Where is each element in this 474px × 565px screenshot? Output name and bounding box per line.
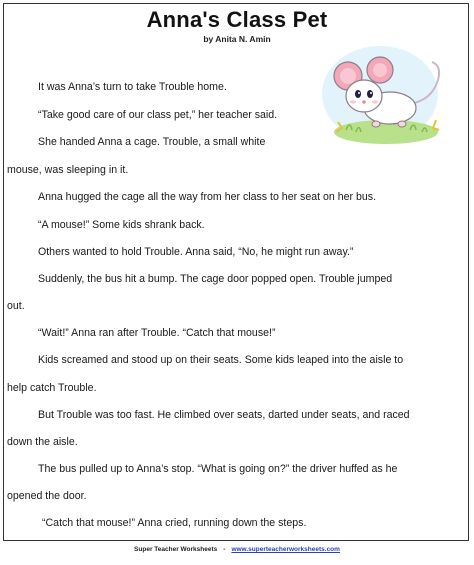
story-line: “Catch that mouse!” Anna cried, running down the steps. (42, 517, 307, 529)
story-line: Anna hugged the cage all the way from her class to her seat on her bus. (38, 191, 377, 203)
publisher-url-link[interactable]: www.superteacherworksheets.com (231, 546, 340, 553)
story-line: opened the door. (7, 490, 87, 502)
story-line: “Wait!” Anna ran after Trouble. “Catch that mouse!” (38, 327, 276, 339)
story-line: It was Anna’s turn to take Trouble home. (38, 81, 227, 93)
story-line: Suddenly, the bus hit a bump. The cage door popped open. Trouble jumped (38, 273, 393, 285)
publisher-name: Super Teacher Worksheets (134, 546, 218, 553)
story-line: out. (7, 300, 25, 312)
story-line: “A mouse!” Some kids shrank back. (38, 219, 205, 231)
story-line: Others wanted to hold Trouble. Anna said, “No, he might run away.” (38, 246, 354, 258)
worksheet-footer (0, 546, 474, 553)
story-line: help catch Trouble. (7, 382, 97, 394)
story-line: The bus pulled up to Anna’s stop. “What is going on?” the driver huffed as he (38, 463, 398, 475)
story-line: “Take good care of our class pet,” her teacher said. (38, 109, 278, 121)
footer-separator: - (223, 546, 226, 553)
story-line: But Trouble was too fast. He climbed over seats, darted under seats, and raced (38, 409, 410, 421)
worksheet-title: Anna's Class Pet (146, 7, 328, 32)
author-byline: by Anita N. Amin (203, 34, 271, 44)
story-line: Kids screamed and stood up on their seats. Some kids leaped into the aisle to (38, 354, 404, 366)
story-line: mouse, was sleeping in it. (7, 164, 129, 176)
story-line: down the aisle. (7, 436, 78, 448)
story-line: She handed Anna a cage. Trouble, a small white (38, 136, 266, 148)
